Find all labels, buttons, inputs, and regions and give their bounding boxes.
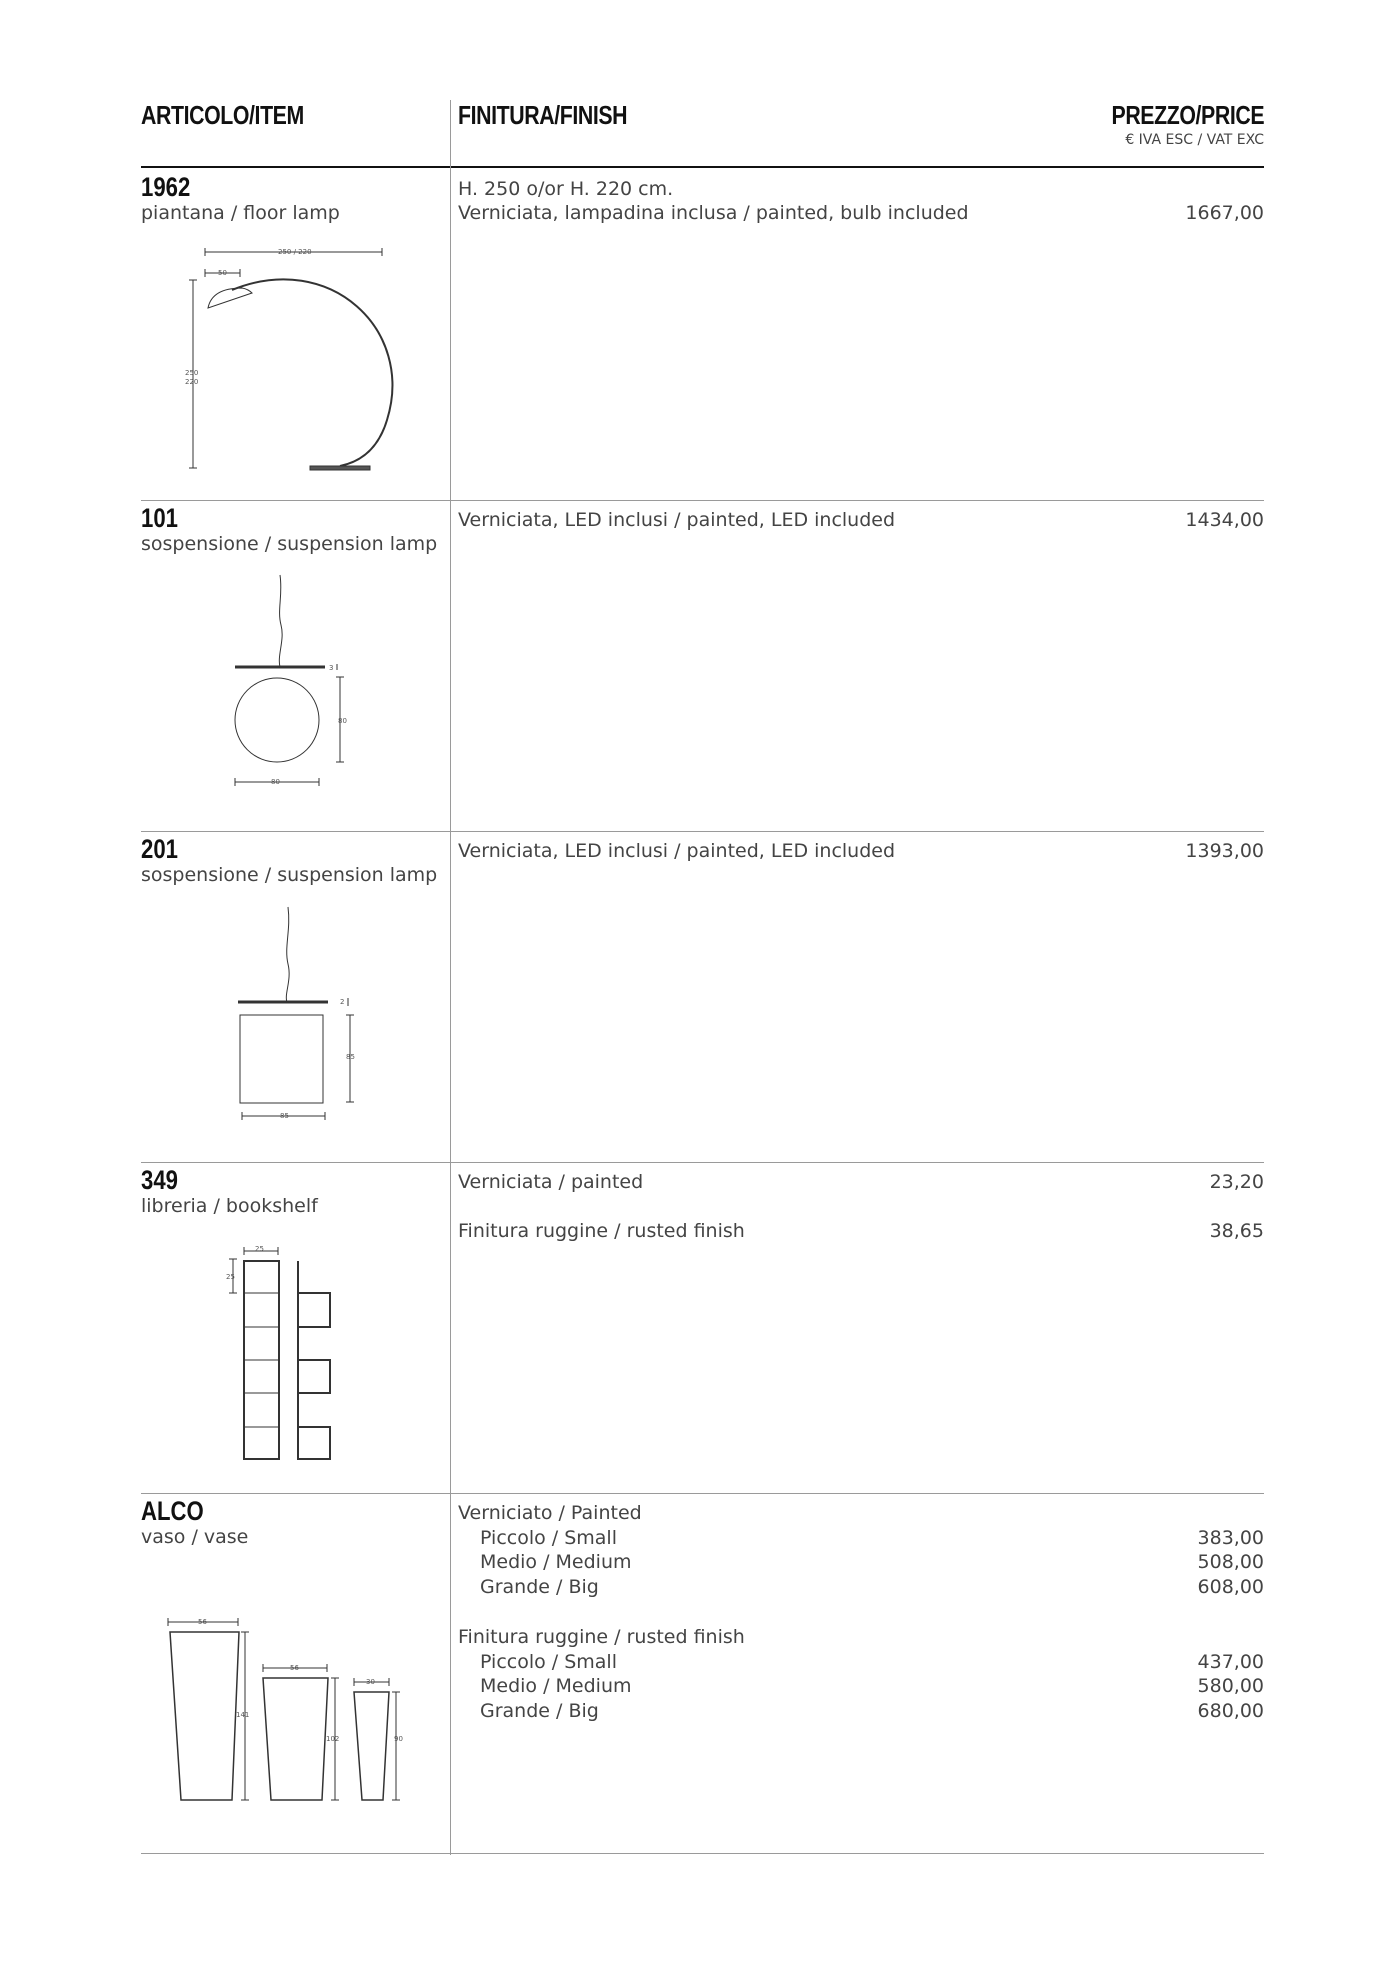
- price-value: 608,00: [1197, 1576, 1264, 1598]
- price-value: 508,00: [1197, 1551, 1264, 1573]
- dim-width-label: 80: [271, 778, 280, 786]
- dim-height-label: 80: [338, 717, 347, 725]
- finish-label: Finitura ruggine / rusted finish: [458, 1220, 745, 1242]
- column-header-finish: FINITURA/FINISH: [458, 100, 628, 130]
- price-value: 1667,00: [1185, 202, 1264, 224]
- item-code: 1962: [141, 172, 191, 202]
- suspension-lamp-201-drawing: [230, 902, 370, 1127]
- price-value: 680,00: [1197, 1700, 1264, 1722]
- floor-lamp-drawing: [180, 240, 410, 480]
- price-value: 38,65: [1209, 1220, 1264, 1242]
- finish-label: H. 250 o/or H. 220 cm.: [458, 178, 674, 200]
- price-value: 1393,00: [1185, 840, 1264, 862]
- dim-plate-label: 3: [329, 664, 334, 672]
- finish-label: Verniciata, LED inclusi / painted, LED included: [458, 509, 896, 531]
- finish-label: Medio / Medium: [480, 1551, 632, 1573]
- column-header-price: PREZZO/PRICE: [1111, 100, 1264, 130]
- row-divider: [141, 500, 1264, 501]
- price-value: 23,20: [1209, 1171, 1264, 1193]
- dim-head-label: 50: [218, 269, 227, 277]
- dim-width-label: 85: [280, 1112, 289, 1120]
- item-description: vaso / vase: [141, 1526, 249, 1548]
- dim-width-label: 250 / 220: [278, 248, 312, 256]
- price-value: 437,00: [1197, 1651, 1264, 1673]
- item-description: sospensione / suspension lamp: [141, 864, 438, 886]
- price-value: 580,00: [1197, 1675, 1264, 1697]
- dim-plate-label: 2: [340, 998, 345, 1006]
- price-value: 1434,00: [1185, 509, 1264, 531]
- dim-height-label: 25: [226, 1273, 235, 1281]
- dim-height-b-label: 220: [185, 378, 199, 386]
- dim-small-width-label: 30: [366, 1678, 375, 1686]
- header-rule: [141, 166, 1264, 168]
- row-divider: [141, 1853, 1264, 1854]
- item-code: 349: [141, 1165, 178, 1195]
- price-vat-note: € IVA ESC / VAT EXC: [1125, 132, 1264, 148]
- row-divider: [141, 1162, 1264, 1163]
- finish-group-title: Verniciato / Painted: [458, 1502, 642, 1524]
- bookshelf-drawing: [220, 1245, 340, 1470]
- dim-small-height-label: 90: [394, 1735, 403, 1743]
- finish-label: Piccolo / Small: [480, 1651, 617, 1673]
- column-divider: [450, 100, 451, 1855]
- price-value: 383,00: [1197, 1527, 1264, 1549]
- item-description: sospensione / suspension lamp: [141, 533, 438, 555]
- column-header-item: ARTICOLO/ITEM: [141, 100, 304, 130]
- finish-label: Verniciata, lampadina inclusa / painted, bulb included: [458, 202, 969, 224]
- dim-medium-height-label: 102: [326, 1735, 340, 1743]
- row-divider: [141, 831, 1264, 832]
- finish-label: Grande / Big: [480, 1576, 599, 1598]
- dim-height-a-label: 250: [185, 369, 199, 377]
- row-divider: [141, 1493, 1264, 1494]
- finish-label: Grande / Big: [480, 1700, 599, 1722]
- dim-width-label: 25: [255, 1245, 264, 1253]
- finish-label: Medio / Medium: [480, 1675, 632, 1697]
- finish-label: Verniciata / painted: [458, 1171, 644, 1193]
- finish-label: Verniciata, LED inclusi / painted, LED included: [458, 840, 896, 862]
- vase-drawing: [160, 1610, 410, 1810]
- item-code: ALCO: [141, 1496, 204, 1526]
- dim-big-height-label: 141: [236, 1711, 250, 1719]
- dim-big-width-label: 56: [198, 1618, 207, 1626]
- item-code: 101: [141, 503, 178, 533]
- finish-group-title: Finitura ruggine / rusted finish: [458, 1626, 745, 1648]
- dim-height-label: 85: [346, 1053, 355, 1061]
- item-description: piantana / floor lamp: [141, 202, 340, 224]
- finish-label: Piccolo / Small: [480, 1527, 617, 1549]
- item-description: libreria / bookshelf: [141, 1195, 318, 1217]
- suspension-lamp-101-drawing: [225, 570, 365, 795]
- dim-medium-width-label: 56: [290, 1664, 299, 1672]
- item-code: 201: [141, 834, 178, 864]
